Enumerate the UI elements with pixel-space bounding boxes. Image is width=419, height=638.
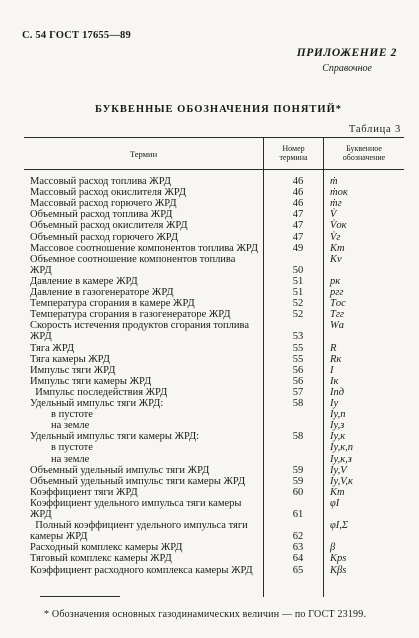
- term-number-cell: 46: [292, 198, 304, 210]
- table-row: [30, 509, 400, 520]
- symbol-cell: Tос: [330, 298, 346, 310]
- table-row: [30, 454, 400, 465]
- term-cell: Коэффициент тяги ЖРД: [30, 486, 138, 498]
- term-number-cell: 53: [292, 331, 304, 343]
- symbol-cell: Iу,V: [330, 464, 347, 476]
- table-row: [30, 409, 400, 420]
- term-cell: Объемное соотношение компонентов топлива: [30, 253, 236, 265]
- term-cell: Импульс тяги камеры ЖРД: [30, 375, 152, 387]
- term-cell: Тяга камеры ЖРД: [30, 353, 110, 365]
- footnote-rule: [40, 596, 120, 597]
- term-cell: Массовый расход топлива ЖРД: [30, 176, 171, 187]
- term-cell: Объемный расход топлива ЖРД: [30, 209, 173, 221]
- symbol-cell: Iу: [330, 398, 339, 409]
- symbol-cell: Iу,к: [330, 431, 346, 443]
- term-cell: Объемный расход горючего ЖРД: [30, 231, 178, 243]
- table-row: [30, 531, 400, 542]
- table-row: [30, 331, 400, 342]
- term-number-cell: 58: [292, 398, 304, 409]
- appendix-title: ПРИЛОЖЕНИЕ 2: [296, 47, 397, 59]
- term-number-cell: 49: [292, 242, 304, 254]
- symbol-cell: Iу,к,з: [330, 453, 352, 465]
- table-row: [30, 553, 400, 564]
- symbol-cell: Kт: [330, 486, 345, 498]
- term-cell: Расходный комплекс камеры ЖРД: [30, 542, 183, 554]
- table-row: [30, 365, 400, 376]
- term-cell: ЖРД: [30, 509, 52, 520]
- term-cell: Температура сгорания в камере ЖРД: [30, 298, 195, 310]
- term-number-cell: 52: [292, 298, 304, 310]
- term-cell: ЖРД: [30, 331, 52, 343]
- symbol-cell: Iу,з: [330, 420, 345, 432]
- table-row: [30, 476, 400, 487]
- term-cell: Коэффициент расходного комплекса камеры ЖРД: [30, 564, 253, 576]
- term-number-cell: 56: [292, 375, 304, 387]
- table-row: [30, 465, 400, 476]
- term-number-cell: 58: [292, 431, 304, 443]
- symbol-cell: φI: [330, 497, 340, 509]
- table-row: [30, 309, 400, 320]
- table-row: [30, 209, 400, 220]
- symbol-cell: Iу,V,к: [330, 475, 353, 487]
- table-row: [30, 276, 400, 287]
- term-number-cell: 62: [292, 531, 304, 543]
- term-number-cell: 59: [292, 464, 304, 476]
- symbol-cell: ṁ: [330, 176, 338, 187]
- page-header: С. 54 ГОСТ 17655—89: [22, 30, 131, 41]
- term-number-cell: 65: [292, 564, 304, 576]
- table-row: [30, 220, 400, 231]
- term-number-cell: 51: [292, 287, 304, 298]
- term-number-cell: 64: [292, 553, 304, 565]
- table-row: [30, 320, 400, 331]
- symbol-cell: V̇ок: [330, 220, 347, 232]
- symbol-cell: Km: [330, 242, 345, 254]
- symbol-cell: R: [330, 342, 337, 354]
- term-cell: Объемный удельный импульс тяги камеры ЖРД: [30, 475, 246, 487]
- table-row: [30, 498, 400, 509]
- term-cell: на земле: [30, 420, 90, 432]
- term-cell: Массовое соотношение компонентов топлива ЖРД: [30, 242, 259, 254]
- term-number-cell: 59: [292, 475, 304, 487]
- symbol-cell: V̇: [330, 209, 337, 221]
- symbol-cell: pк: [330, 275, 341, 287]
- column-header-number: Номер термина: [279, 144, 308, 162]
- footnote: * Обозначения основных газодинамических величин — по ГОСТ 23199.: [44, 609, 367, 620]
- term-cell: Коэффициент удельного импульса тяги камеры: [30, 497, 242, 509]
- term-cell: Тяговый комплекс камеры ЖРД: [30, 553, 172, 565]
- table-row: [30, 354, 400, 365]
- term-cell: Давление в камере ЖРД: [30, 275, 138, 287]
- symbol-cell: V̇г: [330, 231, 341, 243]
- term-number-cell: 61: [292, 509, 304, 520]
- table-row: [30, 487, 400, 498]
- term-cell: Давление в газогенераторе ЖРД: [30, 287, 174, 298]
- table-row: [30, 398, 400, 409]
- term-cell: Объемный расход окислителя ЖРД: [30, 220, 188, 232]
- symbol-cell: ṁок: [330, 187, 348, 199]
- term-cell: Удельный импульс тяги ЖРД:: [30, 398, 164, 409]
- term-cell: Импульс тяги ЖРД: [30, 364, 116, 376]
- table-row: [30, 232, 400, 243]
- table-row: [30, 343, 400, 354]
- term-cell: Импульс последействия ЖРД: [30, 386, 168, 398]
- table-row: [30, 198, 400, 209]
- term-number-cell: 46: [292, 176, 304, 187]
- symbol-cell: Iпд: [330, 386, 345, 398]
- table-row: [30, 265, 400, 276]
- symbol-cell: Rк: [330, 353, 342, 365]
- term-cell: в пустоте: [30, 442, 93, 454]
- term-cell: в пустоте: [30, 409, 93, 421]
- term-cell: на земле: [30, 453, 90, 465]
- table-row: [30, 442, 400, 453]
- symbol-cell: Tгг: [330, 309, 345, 321]
- term-number-cell: 56: [292, 364, 304, 376]
- table-row: [30, 243, 400, 254]
- symbol-cell: Iу,п: [330, 409, 346, 421]
- table-row: [30, 298, 400, 309]
- symbol-cell: pгг: [330, 287, 344, 298]
- symbol-cell: Kv: [330, 253, 342, 265]
- symbol-cell: ṁг: [330, 198, 342, 210]
- symbol-cell: Iу,к,п: [330, 442, 354, 454]
- table-header-rule: [24, 169, 404, 170]
- table-top-rule: [24, 137, 404, 138]
- table-row: [30, 287, 400, 298]
- term-number-cell: 55: [292, 342, 304, 354]
- term-cell: Тяга ЖРД: [30, 342, 75, 354]
- appendix-subtitle: Справочное: [322, 63, 372, 74]
- table-caption: Таблица 3: [348, 124, 401, 135]
- table-row: [30, 565, 400, 576]
- term-cell: Скорость истечения продуктов сгорания топлива: [30, 320, 250, 332]
- table-row: [30, 187, 400, 198]
- symbol-cell: φI,Σ: [330, 520, 349, 532]
- term-number-cell: 55: [292, 353, 304, 365]
- term-number-cell: 46: [292, 187, 304, 199]
- term-number-cell: 47: [292, 220, 304, 232]
- table-row: [30, 520, 400, 531]
- table-row: [30, 420, 400, 431]
- table-row: [30, 431, 400, 442]
- symbol-cell: β: [330, 542, 336, 554]
- term-cell: камеры ЖРД: [30, 531, 88, 543]
- table-row: [30, 254, 400, 265]
- symbol-cell: Iк: [330, 375, 339, 387]
- term-cell: Полный коэффициент удельного импульса тяги: [30, 520, 248, 532]
- term-cell: Массовый расход окислителя ЖРД: [30, 187, 187, 199]
- term-number-cell: 52: [292, 309, 304, 321]
- term-cell: Удельный импульс тяги камеры ЖРД:: [30, 431, 200, 443]
- term-cell: ЖРД: [30, 264, 52, 276]
- table-row: [30, 387, 400, 398]
- symbol-cell: Wа: [330, 320, 344, 332]
- table-row: [30, 176, 400, 187]
- term-cell: Массовый расход горючего ЖРД: [30, 198, 177, 210]
- term-cell: Температура сгорания в газогенераторе ЖРД: [30, 309, 231, 321]
- term-number-cell: 60: [292, 486, 304, 498]
- symbol-cell: I: [330, 364, 334, 376]
- term-cell: Объемный удельный импульс тяги ЖРД: [30, 464, 210, 476]
- term-number-cell: 57: [292, 386, 304, 398]
- symbol-cell: Kрs: [330, 553, 347, 565]
- term-number-cell: 47: [292, 231, 304, 243]
- symbol-cell: Kβs: [330, 564, 347, 576]
- table-row: [30, 376, 400, 387]
- table-row: [30, 542, 400, 553]
- term-number-cell: 51: [292, 275, 304, 287]
- term-number-cell: 50: [292, 264, 304, 276]
- column-header-symbol: Буквенное обозначение: [342, 144, 386, 162]
- term-number-cell: 47: [292, 209, 304, 221]
- section-title: БУКВЕННЫЕ ОБОЗНАЧЕНИЯ ПОНЯТИЙ*: [95, 104, 342, 115]
- term-number-cell: 63: [292, 542, 304, 554]
- column-header-term: Термин: [129, 149, 158, 159]
